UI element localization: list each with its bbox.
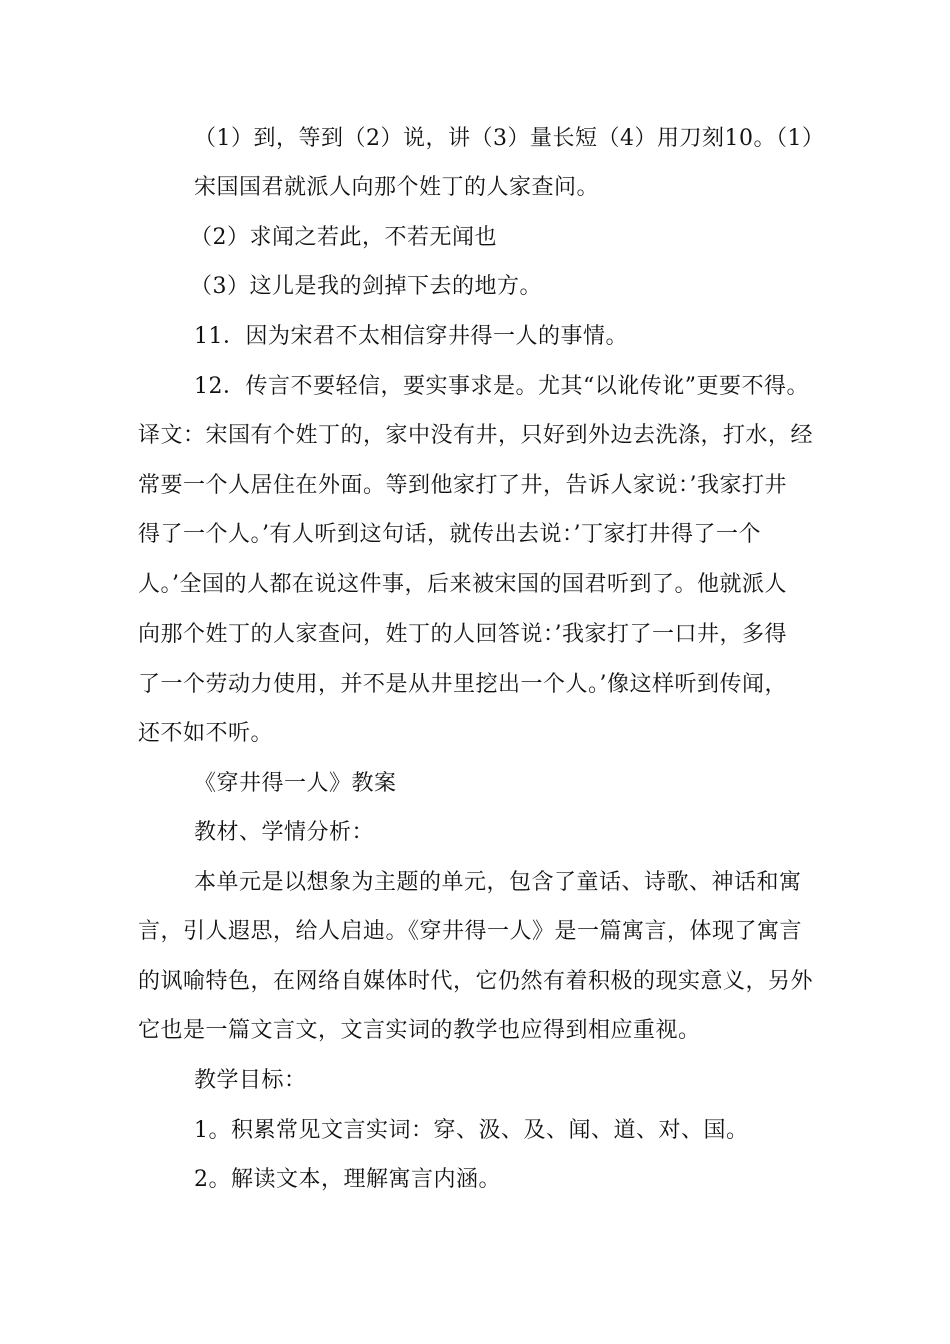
analysis-paragraph-line: 它也是一篇文言文，文言实词的教学也应得到相应重视。 [138, 1018, 701, 1043]
translation-paragraph-line: 向那个姓丁的人家查问，姓丁的人回答说：’我家打了一口井，多得 [138, 622, 787, 647]
answer-line-11: 11．因为宋君不太相信穿井得一人的事情。 [194, 324, 628, 349]
translation-paragraph-line: 了一个劳动力使用，并不是从井里挖出一个人。’像这样听到传闻， [138, 672, 787, 697]
translation-paragraph-line: 译文：宋国有个姓丁的，家中没有井，只好到外边去洗涤，打水，经 [138, 423, 814, 448]
answer-line-definitions: （1）到，等到（2）说，讲（3）量长短（4）用刀刻10。（1） [194, 126, 825, 151]
objective-item-1: 1。积累常见文言实词：穿、汲、及、闻、道、对、国。 [194, 1118, 749, 1143]
answer-line-translation-3: （3）这儿是我的剑掉下去的地方。 [190, 274, 542, 299]
analysis-paragraph-line: 言，引人遐思，给人启迪。《穿井得一人》是一篇寓言，体现了寓言 [138, 919, 803, 944]
answer-line-translation-2: （2）求闻之若此，不若无闻也 [190, 225, 497, 250]
translation-paragraph-line: 得了一个人。’有人听到这句话，就传出去说：’丁家打井得了一个 [138, 522, 761, 547]
section-heading-analysis: 教材、学情分析： [194, 820, 375, 845]
translation-paragraph-line: 常要一个人居住在外面。等到他家打了井，告诉人家说：’我家打井 [138, 473, 787, 498]
analysis-paragraph-line: 的讽喻特色，在网络自媒体时代，它仍然有着积极的现实意义，另外 [138, 969, 814, 994]
answer-line-12: 12．传言不要轻信，要实事求是。尤其“以讹传讹”更要不得。 [194, 374, 809, 399]
analysis-paragraph-line: 本单元是以想象为主题的单元，包含了童话、诗歌、神话和寓 [194, 870, 802, 895]
section-heading-objectives: 教学目标： [194, 1068, 307, 1093]
answer-line-translation-1: 宋国国君就派人向那个姓丁的人家查问。 [194, 175, 600, 200]
objective-item-2: 2。解读文本，理解寓言内涵。 [194, 1167, 501, 1192]
lesson-plan-title: 《穿井得一人》教案 [194, 771, 397, 796]
translation-paragraph-line: 人。’全国的人都在说这件事，后来被宋国的国君听到了。他就派人 [138, 572, 787, 597]
translation-paragraph-line: 还不如不听。 [138, 721, 274, 746]
